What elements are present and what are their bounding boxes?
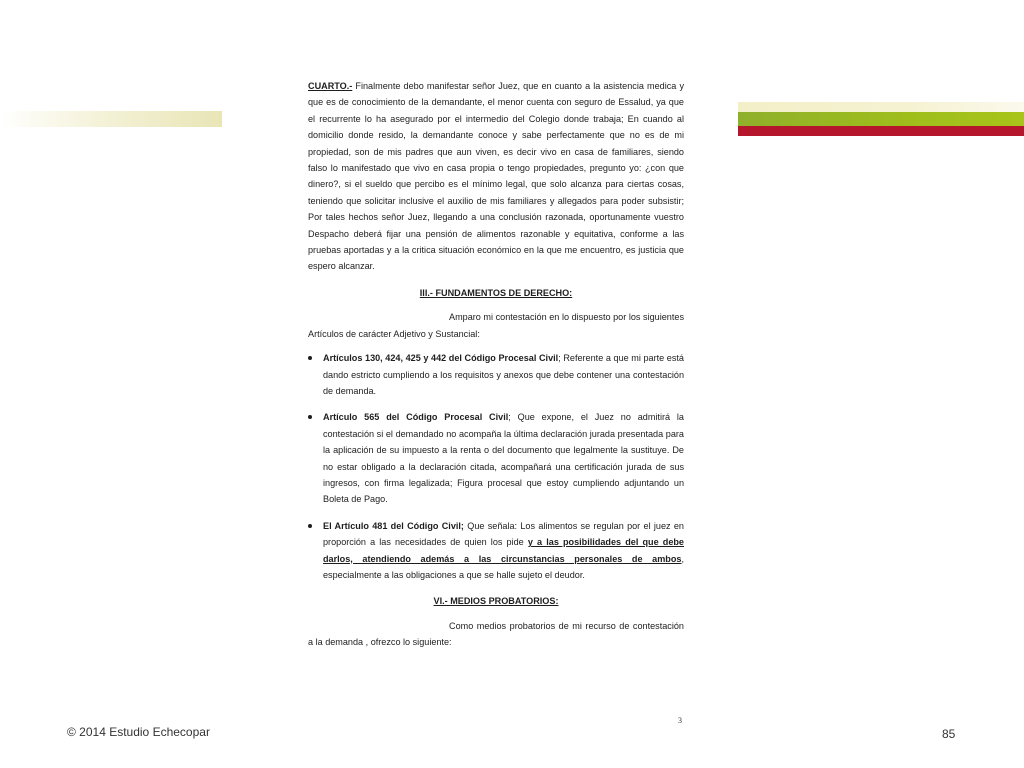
slide-number: 85	[942, 727, 956, 741]
article-tail-text: , especialmente a las obligaciones a que se halle sujeto el deudor.	[323, 553, 684, 580]
article-title: Artículos 130, 424, 425 y 442 del Código Procesal Civil	[323, 353, 559, 364]
paragraph-cuarto	[308, 78, 684, 275]
band-stripe-red	[738, 126, 1024, 136]
article-text: ; Referente a que mi parte está dando estricto cumpliendo a los requisitos y anexos que debe contener una contestación de demanda.	[323, 353, 684, 396]
heading-fundamentos: III.- FUNDAMENTOS DE DERECHO:	[419, 287, 573, 298]
cuarto-text: Finalmente debo manifestar señor Juez, que en cuanto a la asistencia medica y que es de conocimiento de la demandante, el menor cuenta con seguro de Essalud, ya que el recurrente lo ha asegurado por el intermedio del Colegio donde trabaja; En cuando al domicilio donde resido, la demandante conoce y sabe perfectamente que no es de mi propiedad, son de mis padres que aun viven, es decir vivo en casa de familiares, siendo falso lo manifestado que vivo en casa propia o tengo propiedades, pregunto yo: ¿con que dinero?, si el sueldo que percibo es el mínimo legal, que solo alcanza para ciertas cosas, teniendo que solicitar inclusive el auxilio de mis familiares y allegados para poder subsistir; Por tales hechos señor Juez, llegando a una conclusión razonada, oportunamente vuestro Despacho deberá fijar una pensión de alimentos razonable y equitativa, conforme a las pruebas aportadas y a la critica situación económico en la que me encuentro, es justicia que espero alcanzar.	[308, 81, 684, 272]
heading-medios: VI.- MEDIOS PROBATORIOS:	[433, 596, 559, 607]
decorative-band-left	[0, 111, 222, 127]
articles-list	[308, 350, 684, 583]
cuarto-label: CUARTO.-	[308, 81, 353, 91]
paragraph-amparo: Amparo mi contestación en lo dispuesto por los siguientes Artículos de carácter Adjetivo y Sustancial:	[308, 312, 684, 339]
band-stripe-green	[738, 112, 1024, 126]
article-title: Artículo 565 del Código Procesal Civil	[323, 412, 509, 423]
document-page-number: 3	[678, 716, 682, 725]
decorative-band-right	[738, 102, 1024, 136]
list-item	[308, 409, 684, 507]
article-text: ; Que expone, el Juez no admitirá la contestación si el demandado no acompaña la última declaración jurada presentada para la aplicación de su impuesto a la renta o del documento que legalmente la sustituye. De no estar obligado a la declaración citada, acompañará una certificación jurada de sus ingresos, con firma legalizada; Figura procesal que estoy cumpliendo adjuntando un Boleta de Pago.	[323, 412, 684, 505]
band-stripe-cream	[738, 102, 1024, 112]
copyright-footer: © 2014 Estudio Echecopar	[67, 725, 210, 739]
legal-document-page	[308, 78, 684, 651]
article-title: El Artículo 481 del Código Civil;	[323, 520, 464, 531]
list-item	[308, 518, 684, 584]
paragraph-medios: Como medios probatorios de mi recurso de contestación a la demanda , ofrezco lo siguiente:	[308, 620, 684, 648]
article-text: Que señala: Los alimentos se regulan por el juez en proporción a las necesidades de quien los pide	[323, 520, 684, 548]
article-underlined-text: y a las posibilidades del que debe darlos, atendiendo además a las circunstancias personales de ambos	[323, 537, 684, 564]
list-item	[308, 350, 684, 399]
